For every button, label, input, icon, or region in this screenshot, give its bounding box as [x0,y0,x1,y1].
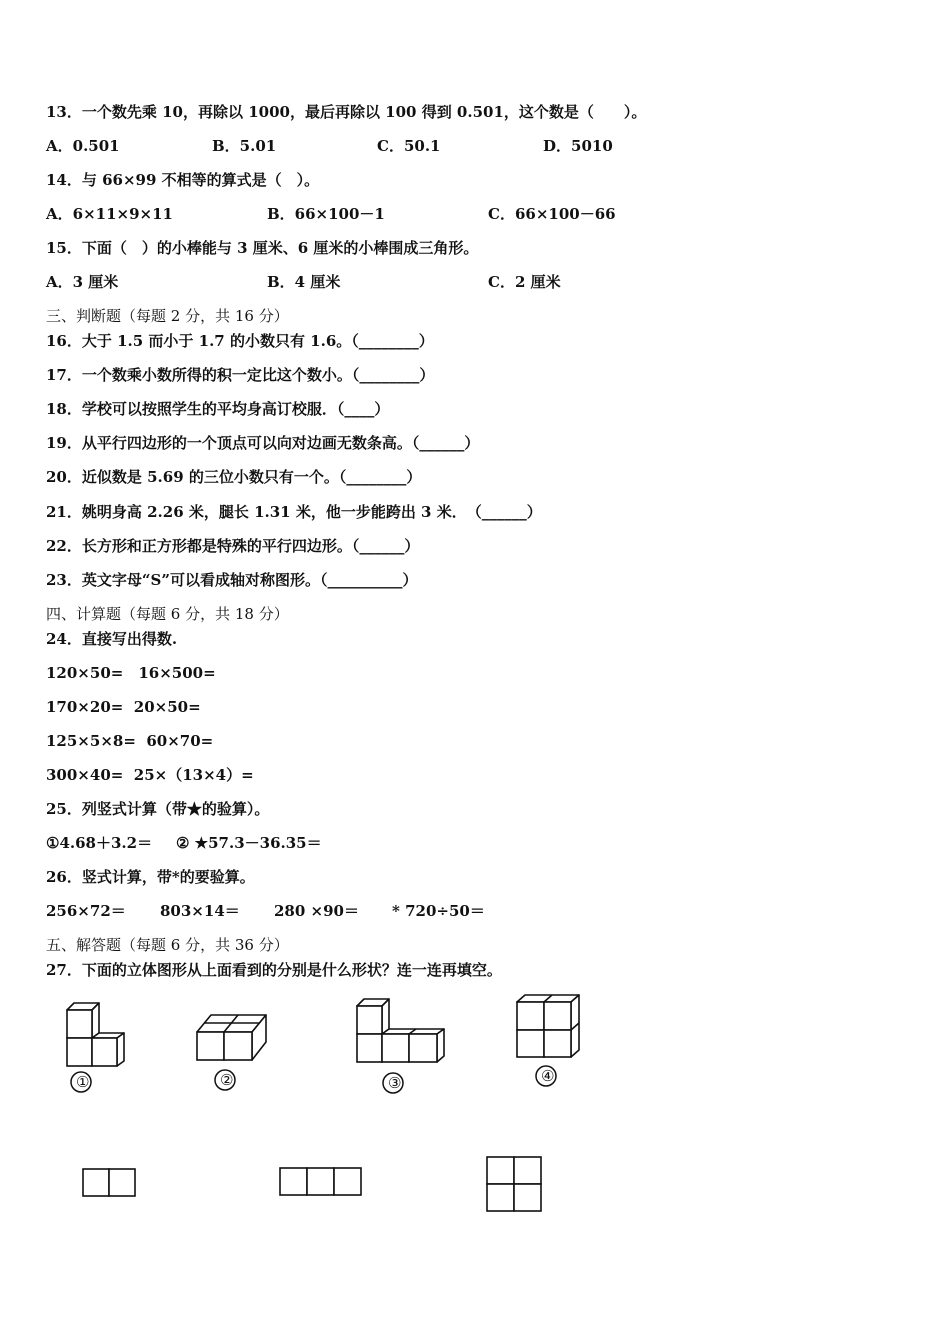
top-view-c-square-2 [514,1157,541,1184]
fig4-cube-top-right [544,1002,571,1030]
solid-figure-3 [352,995,452,1099]
q25-item-2: ② ★57.3－36.35＝ [176,834,322,852]
q26-item-3: 280 ×90＝ [274,902,359,920]
top-view-c-square-3 [487,1184,514,1211]
fig1-side-face-upper [92,1003,99,1038]
top-view-a-square-1 [83,1169,109,1196]
top-view-a-square-2 [109,1169,135,1196]
q15-option-a[interactable]: A．3 厘米 [46,273,119,291]
fig3-cube-bottom-3 [409,1034,437,1062]
q14-option-a[interactable]: A．6×11×9×11 [46,205,173,223]
judge-question-19: 19．从平行四边形的一个顶点可以向对边画无数条高。（______） [46,434,480,452]
top-view-three-squares[interactable] [279,1167,363,1197]
top-view-b-square-2 [307,1168,334,1195]
q14-option-b[interactable]: B．66×100－1 [267,205,385,223]
q24-row-3: 125×5×8= 60×70= [46,732,214,750]
fig3-cube-bottom-1 [357,1034,382,1062]
fig1-cube-top [67,1010,92,1038]
section-5-title: 五、解答题（每题 6 分，共 36 分） [46,936,289,954]
judge-question-18: 18．学校可以按照学生的平均身高订校服．（____） [46,400,390,418]
fig1-cube-bottom-left [67,1038,92,1066]
top-view-four-squares[interactable] [486,1156,544,1214]
judge-question-23: 23．英文字母“S”可以看成轴对称图形。（__________） [46,571,418,589]
fig1-cube-bottom-right [92,1038,117,1066]
question-26-stem: 26．竖式计算，带*的要验算。 [46,868,255,886]
q14-option-c[interactable]: C．66×100－66 [488,205,616,223]
solid-figure-4 [512,992,587,1092]
question-24-stem: 24．直接写出得数. [46,630,178,648]
fig3-cube-top [357,1006,382,1034]
question-15-stem: 15．下面（ ）的小棒能与 3 厘米、6 厘米的小棒围成三角形。 [46,239,479,257]
fig3-cube-bottom-2 [382,1034,409,1062]
judge-question-20: 20．近似数是 5.69 的三位小数只有一个。（________） [46,468,422,486]
q25-item-1: ①4.68＋3.2＝ [46,834,153,852]
top-view-b-square-3 [334,1168,361,1195]
fig4-cube-top-left [517,1002,544,1030]
q26-item-2: 803×14＝ [160,902,240,920]
judge-question-16: 16．大于 1.5 而小于 1.7 的小数只有 1.6。（________） [46,332,434,350]
q26-item-1: 256×72＝ [46,902,126,920]
q15-option-c[interactable]: C．2 厘米 [488,273,561,291]
section-4-title: 四、计算题（每题 6 分，共 18 分） [46,605,289,623]
section-3-title: 三、判断题（每题 2 分，共 16 分） [46,307,289,325]
fig1-side-face-right [117,1033,124,1066]
q13-option-d[interactable]: D．5010 [543,137,613,155]
q13-option-c[interactable]: C．50.1 [377,137,441,155]
solid-figure-2 [194,1010,274,1096]
q24-row-1: 120×50= 16×500= [46,664,216,682]
question-14-stem: 14．与 66×99 不相等的算式是（ ）。 [46,171,320,189]
judge-question-22: 22．长方形和正方形都是特殊的平行四边形。（______） [46,537,420,555]
fig4-cube-bottom-right [544,1030,571,1057]
judge-question-21: 21．姚明身高 2.26 米，腿长 1.31 米，他一步能跨出 3 米． （______） [46,503,542,521]
top-view-two-squares[interactable] [82,1168,138,1198]
top-view-b-square-1 [280,1168,307,1195]
q13-option-a[interactable]: A．0.501 [46,137,120,155]
fig2-cube-left [197,1032,224,1060]
question-25-stem: 25．列竖式计算（带★的验算）。 [46,800,270,818]
question-13-stem: 13．一个数先乘 10，再除以 1000，最后再除以 100 得到 0.501，这个数是（ ）。 [46,103,647,121]
fig2-label: ② [220,1071,234,1089]
fig4-cube-bottom-left [517,1030,544,1057]
fig4-label: ④ [541,1067,555,1085]
fig3-side-face-right [437,1029,444,1062]
fig1-label: ① [76,1073,90,1091]
top-view-c-square-4 [514,1184,541,1211]
q24-row-4: 300×40= 25×（13×4）= [46,766,254,784]
top-view-c-square-1 [487,1157,514,1184]
q24-row-2: 170×20= 20×50= [46,698,201,716]
q13-option-b[interactable]: B．5.01 [212,137,277,155]
question-27-stem: 27．下面的立体图形从上面看到的分别是什么形状？连一连再填空。 [46,961,502,979]
fig3-side-face-upper [382,999,389,1034]
fig2-cube-right [224,1032,252,1060]
q15-option-b[interactable]: B．4 厘米 [267,273,341,291]
q26-item-4: * 720÷50＝ [392,902,485,920]
fig3-label: ③ [388,1074,402,1092]
judge-question-17: 17．一个数乘小数所得的积一定比这个数小。（________） [46,366,435,384]
solid-figure-1 [62,998,132,1096]
